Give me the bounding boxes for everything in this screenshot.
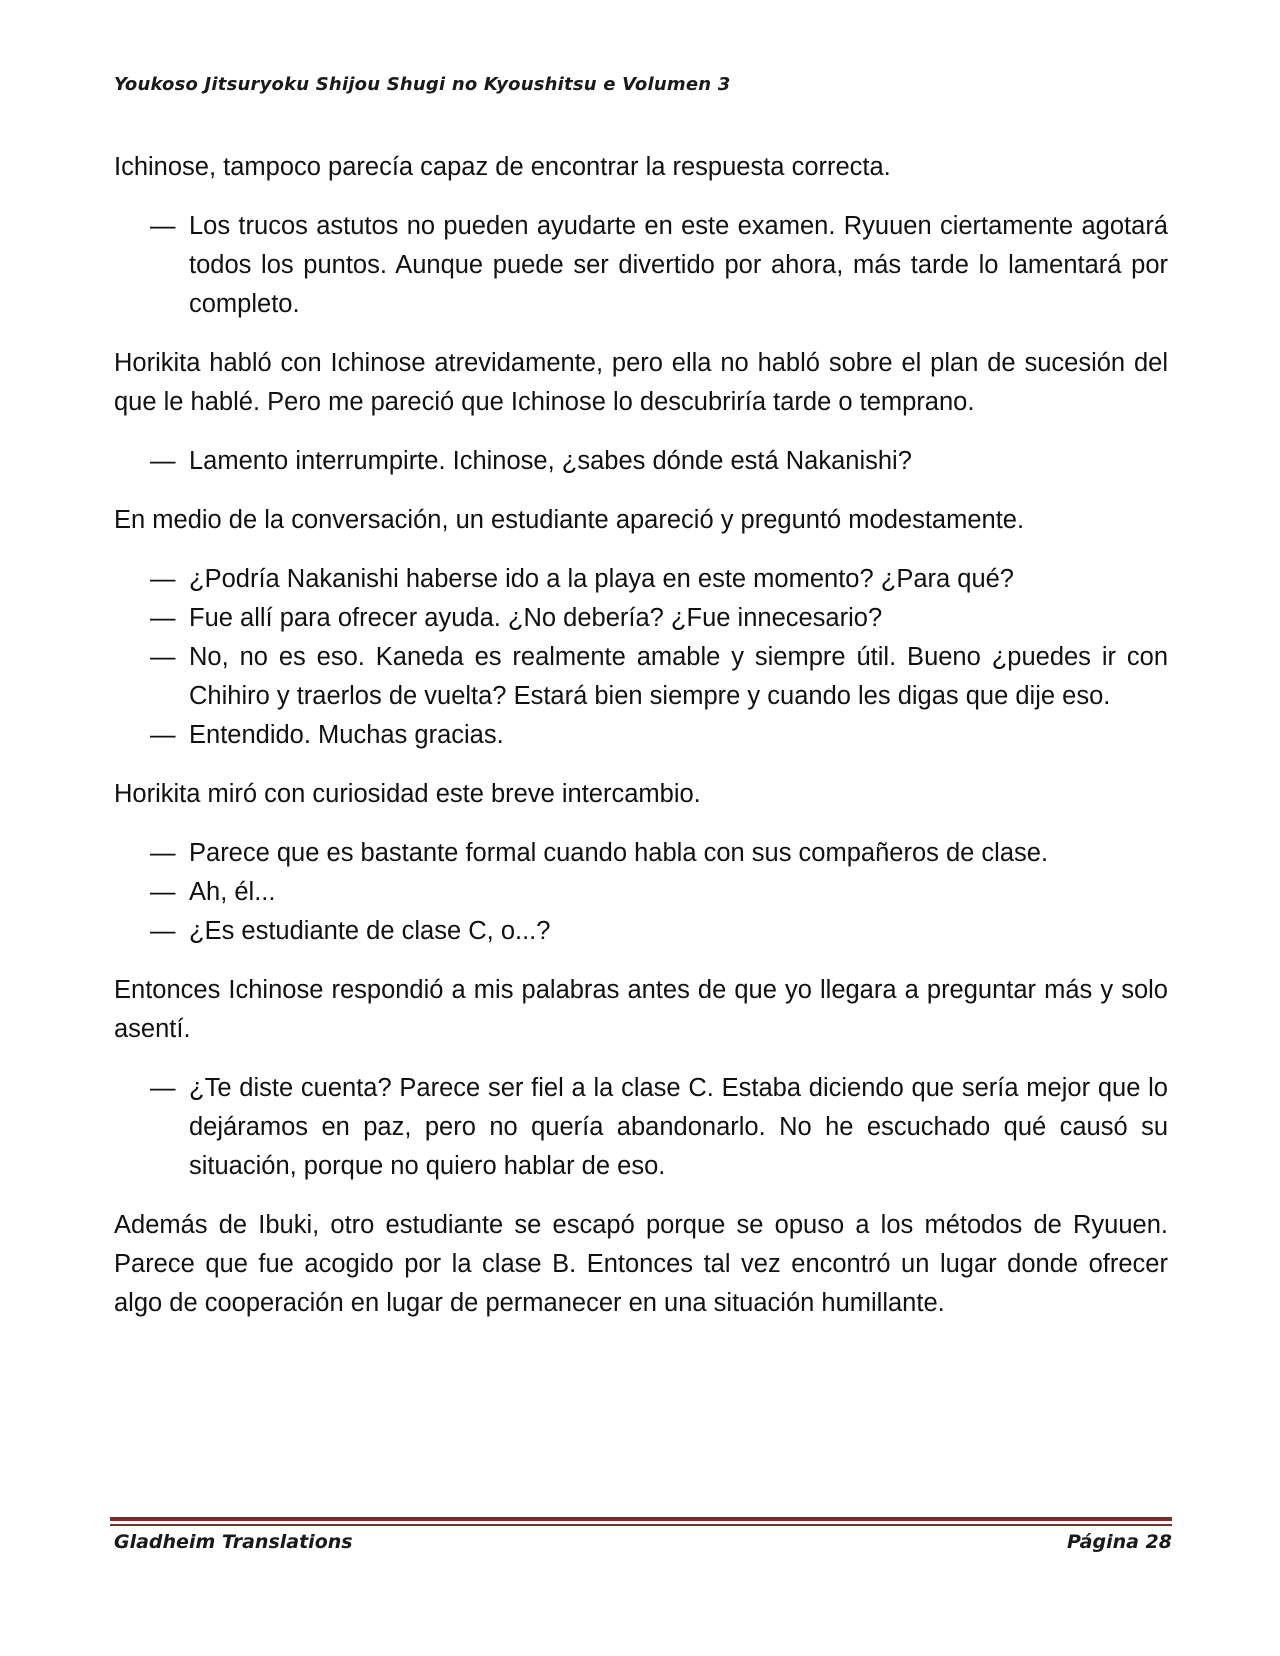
dialogue-group	[114, 207, 1168, 324]
dialogue-dash: —	[150, 212, 176, 240]
footer-credit: Gladheim Translations	[114, 1531, 353, 1553]
dialogue-dash: —	[150, 643, 176, 671]
dialogue-line	[114, 1069, 1168, 1186]
dialogue-line	[114, 638, 1168, 716]
page-body	[114, 148, 1168, 1343]
dialogue-line	[114, 834, 1180, 873]
dialogue-text: No, no es eso. Kaneda es realmente amable y siempre útil. Bueno ¿puedes ir con Chihiro y traerlos de vuelta? Estará bien siempre y cuando les digas que dije eso.	[189, 643, 1168, 710]
dialogue-text: Ah, él...	[189, 878, 276, 906]
dialogue-dash: —	[150, 917, 176, 945]
dialogue-text: Los trucos astutos no pueden ayudarte en este examen. Ryuuen ciertamente agotará todos los puntos. Aunque puede ser divertido por ahora, más tarde lo lamentará por completo.	[189, 212, 1168, 318]
dialogue-line	[114, 873, 1168, 912]
dialogue-dash: —	[150, 878, 176, 906]
dialogue-text: ¿Podría Nakanishi haberse ido a la playa en este momento? ¿Para qué?	[189, 565, 1014, 593]
paragraph: Horikita habló con Ichinose atrevidamente, pero ella no habló sobre el plan de sucesión del que le hablé. Pero me pareció que Ichinose lo descubriría tarde o temprano.	[114, 349, 1168, 416]
dialogue-dash: —	[150, 1074, 176, 1102]
running-header: Youkoso Jitsuryoku Shijou Shugi no Kyoushitsu e Volumen 3	[114, 74, 731, 95]
dialogue-dash: —	[150, 447, 176, 475]
dialogue-dash: —	[150, 721, 176, 749]
footer-rule-thin	[110, 1524, 1172, 1526]
footer-divider	[110, 1517, 1172, 1527]
paragraph: Entonces Ichinose respondió a mis palabras antes de que yo llegara a preguntar más y solo asentí.	[114, 976, 1168, 1043]
paragraph: Además de Ibuki, otro estudiante se escapó porque se opuso a los métodos de Ryuuen. Parece que fue acogido por la clase B. Entonces tal vez encontró un lugar donde ofrecer algo de cooperación en lugar de permanecer en una situación humillante.	[114, 1211, 1168, 1317]
dialogue-text: Fue allí para ofrecer ayuda. ¿No debería? ¿Fue innecesario?	[189, 604, 883, 632]
dialogue-text: ¿Te diste cuenta? Parece ser fiel a la clase C. Estaba diciendo que sería mejor que lo dejáramos en paz, pero no quería abandonarlo. No he escuchado qué causó su situación, porque no quiero hablar de eso.	[189, 1074, 1168, 1180]
dialogue-group	[114, 1069, 1168, 1186]
dialogue-line	[114, 599, 1168, 638]
dialogue-text: Entendido. Muchas gracias.	[189, 721, 504, 749]
dialogue-dash: —	[150, 565, 176, 593]
dialogue-text: ¿Es estudiante de clase C, o...?	[189, 917, 551, 945]
dialogue-line	[114, 207, 1168, 324]
dialogue-group	[114, 442, 1168, 481]
dialogue-group	[114, 834, 1168, 951]
paragraph: Horikita miró con curiosidad este breve intercambio.	[114, 780, 701, 808]
dialogue-line	[114, 716, 1168, 755]
dialogue-line	[114, 560, 1168, 599]
dialogue-dash: —	[150, 839, 176, 867]
footer-rule-thick	[110, 1517, 1172, 1521]
page-number: Página 28	[1066, 1531, 1172, 1553]
dialogue-line	[114, 442, 1168, 481]
paragraph: En medio de la conversación, un estudiante apareció y preguntó modestamente.	[114, 506, 1025, 534]
paragraph: Ichinose, tampoco parecía capaz de encontrar la respuesta correcta.	[114, 153, 891, 181]
dialogue-line	[114, 912, 1168, 951]
dialogue-group	[114, 560, 1168, 755]
dialogue-text: Lamento interrumpirte. Ichinose, ¿sabes dónde está Nakanishi?	[189, 447, 912, 475]
dialogue-text: Parece que es bastante formal cuando habla con sus compañeros de clase.	[189, 839, 1049, 867]
dialogue-dash: —	[150, 604, 176, 632]
